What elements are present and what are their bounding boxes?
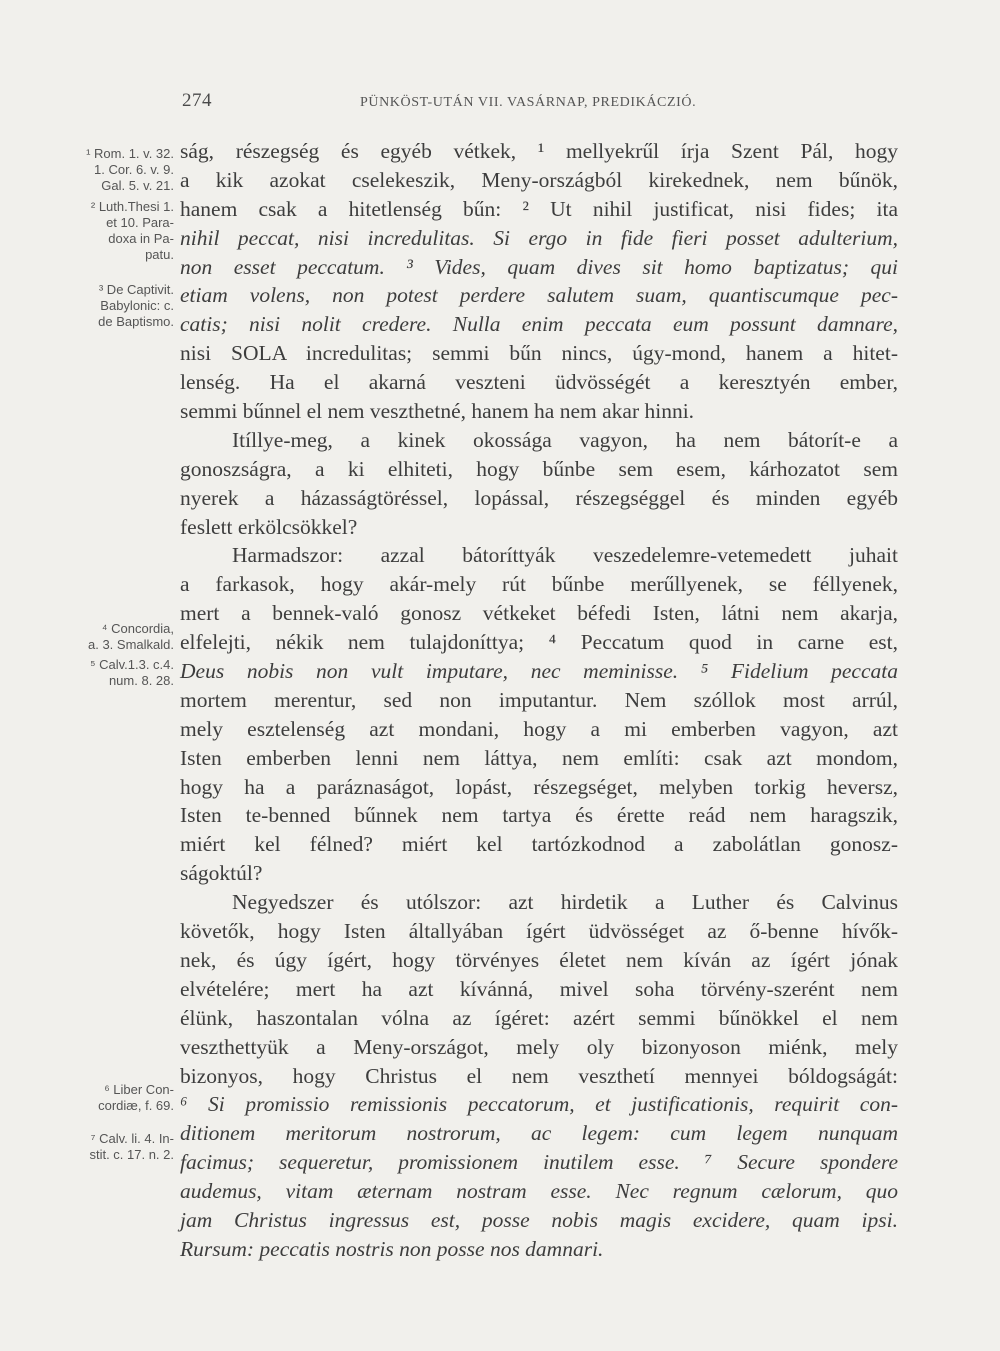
margin-note-line: Babylonic: c. <box>100 298 174 313</box>
text-line: ságoktúl? <box>180 861 263 886</box>
text-line: mortem merentur, sed non imputantur. Nem szóllok most arrúl, <box>180 687 898 712</box>
text-line: elfelejti, nékik nem tulajdoníttya; ⁴ Peccatum quod in carne est, <box>180 630 898 655</box>
text-line: a kik azokat cselekeszik, Meny-országból kirekednek, nem bűnök, <box>180 167 898 192</box>
text-line: facimus; sequeretur, promissionem inutilem esse. ⁷ Secure spondere <box>180 1150 898 1175</box>
text-line: bizonyos, hogy Christus el nem veszthetí mennyei bóldogságát: <box>180 1063 898 1088</box>
running-title: PÜNKÖST-UTÁN VII. VASÁRNAP, PREDIKÁCZIÓ. <box>360 95 697 110</box>
margin-note-line: ³ De Captivit. <box>98 282 174 297</box>
page-number: 274 <box>182 90 212 111</box>
margin-note-line: de Baptismo. <box>98 314 174 329</box>
text-line: gonoszságra, a ki elhiteti, hogy bűnbe sem esem, kárhozatot sem <box>180 456 898 481</box>
margin-note-line: a. 3. Smalkald. <box>88 637 174 652</box>
margin-note-line: doxa in Pa- <box>108 231 174 246</box>
text-line: Negyedszer és utólszor: azt hirdetik a Luther és Calvinus <box>232 890 898 915</box>
margin-note-line: cordiæ, f. 69. <box>98 1098 174 1113</box>
text-line: követők, hogy Isten általlyában ígért üdvösséget az ő-benne hívők- <box>180 919 898 944</box>
text-line: miért kel félned? miért kel tartózkodnod a zabolátlan gonosz- <box>180 832 898 857</box>
text-line: élünk, haszontalan vólna az ígéret: azért semmi bűnökkel el nem <box>180 1005 898 1030</box>
text-line: mert a bennek-való gonosz vétkeket béfedi Isten, látni nem akarja, <box>180 601 898 626</box>
text-line: catis; nisi nolit credere. Nulla enim peccata eum possunt damnare, <box>180 312 898 337</box>
margin-note-line: ⁷ Calv. li. 4. In- <box>90 1131 174 1146</box>
margin-note <box>46 621 174 653</box>
text-line: non esset peccatum. ³ Vides, quam dives sit homo baptizatus; qui <box>180 254 898 279</box>
text-line: nihil peccat, nisi incredulitas. Si ergo in fide fieri posset adulterium, <box>180 225 898 250</box>
text-line: etiam volens, non potest perdere salutem suam, quantiscumque pec- <box>180 283 898 308</box>
margin-note-line: stit. c. 17. n. 2. <box>89 1147 174 1162</box>
margin-note <box>46 1131 174 1163</box>
margin-note-line: et 10. Para- <box>106 215 174 230</box>
margin-note-line: ² Luth.Thesi 1. <box>90 199 174 214</box>
text-line: hanem csak a hitetlenség bűn: ² Ut nihil justificat, nisi fides; ita <box>180 196 898 221</box>
margin-note <box>46 1082 174 1114</box>
text-line: Rursum: peccatis nostris non posse nos damnari. <box>180 1236 604 1261</box>
text-line: hogy ha a paráznaságot, lopást, részegséget, melyben torkig heversz, <box>180 774 898 799</box>
text-line: ⁶ Si promissio remissionis peccatorum, et justificationis, requirit con- <box>180 1092 898 1117</box>
margin-note-line: ¹ Rom. 1. v. 32. <box>86 146 174 161</box>
margin-note-line: patu. <box>145 247 174 262</box>
text-line: lenség. Ha el akarná veszteni üdvösségét a keresztyén ember, <box>180 370 898 395</box>
text-line: nyerek a házasságtöréssel, lopással, részegséggel és minden egyéb <box>180 485 898 510</box>
margin-note <box>46 282 174 330</box>
body-text <box>180 137 898 1264</box>
text-line: Harmadszor: azzal bátoríttyák veszedelemre-vetemedett juhait <box>232 543 898 568</box>
margin-note-line: ⁶ Liber Con- <box>104 1082 174 1097</box>
margin-note-line: Gal. 5. v. 21. <box>101 178 174 193</box>
margin-note-line: num. 8. 28. <box>108 673 174 688</box>
text-line: a farkasok, hogy akár-mely rút bűnbe merűllyenek, se féllyenek, <box>180 572 898 597</box>
margin-note-line: ⁴ Concordia, <box>101 621 174 636</box>
text-line: Isten te-benned bűnnek nem tartya és érette reád nem haragszik, <box>180 803 898 828</box>
text-line: jam Christus ingressus est, posse nobis magis excidere, quam ipsi. <box>180 1207 898 1232</box>
text-line: ság, részegség és egyéb vétkek, ¹ mellyekrűl írja Szent Pál, hogy <box>180 139 898 163</box>
text-line: semmi bűnnel el nem veszthetné, hanem ha nem akar hinni. <box>180 399 695 424</box>
text-line: nisi SOLA incredulitas; semmi bűn nincs, úgy-mond, hanem a hitet- <box>180 341 898 366</box>
text-line: ditionem meritorum nostrorum, ac legem: cum legem nunquam <box>180 1121 898 1146</box>
text-line: Itíllye-meg, a kinek okossága vagyon, ha nem bátorít-e a <box>232 427 898 452</box>
text-line: mely esztelenség azt mondani, hogy a mi emberben vagyon, azt <box>180 716 898 741</box>
margin-note-line: ⁵ Calv.1.3. c.4. <box>90 657 174 672</box>
margin-note <box>46 657 174 689</box>
text-line: nek, és úgy ígért, hogy törvényes életet nem kíván az ígért jónak <box>180 947 898 972</box>
text-line: Deus nobis non vult imputare, nec meminisse. ⁵ Fidelium peccata <box>180 659 898 684</box>
text-line: audemus, vitam æternam nostram esse. Nec regnum cælorum, quo <box>180 1179 898 1204</box>
text-line: feslett erkölcsökkel? <box>180 514 358 539</box>
margin-note <box>46 199 174 263</box>
text-line: Isten emberben lenni nem láttya, nem említi: csak azt mondom, <box>180 745 898 770</box>
text-line: elvételére; mert ha azt kívánná, mivel soha törvény-szerént nem <box>180 976 898 1001</box>
text-line: veszthettyük a Meny-országot, mely oly bizonyoson miénk, mely <box>180 1034 898 1059</box>
margin-note-line: 1. Cor. 6. v. 9. <box>94 162 174 177</box>
margin-note <box>46 146 174 194</box>
